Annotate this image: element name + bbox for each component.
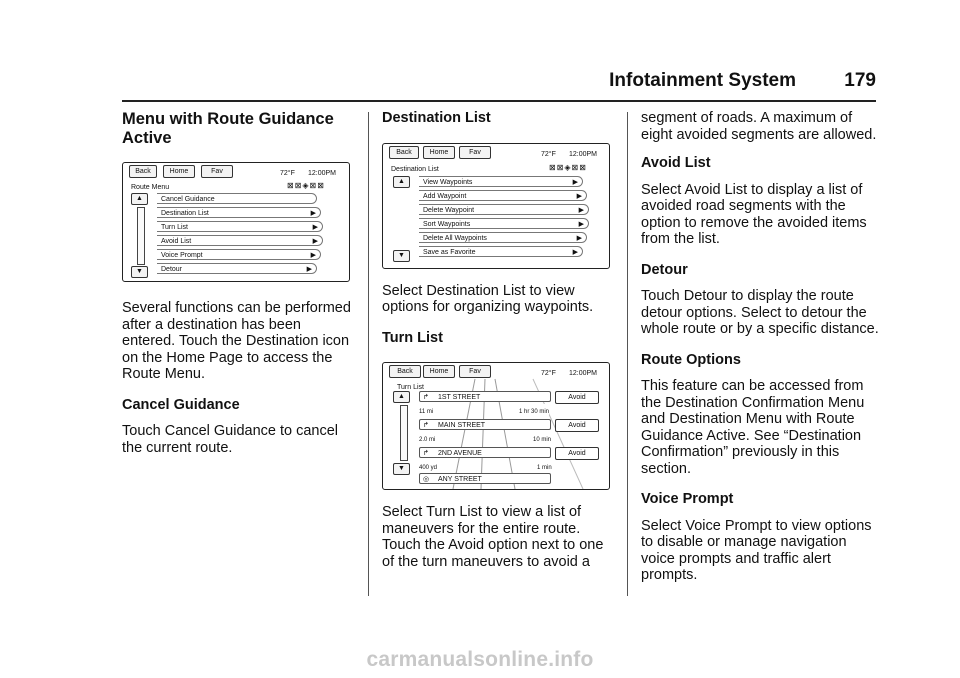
section-title: Infotainment System (609, 70, 796, 91)
menu-item-label: Destination List (161, 210, 209, 217)
back-button[interactable]: Back (389, 146, 419, 159)
route-menu-screenshot (122, 162, 350, 282)
clock: 12:00PM (308, 170, 337, 177)
street-name: 2ND AVENUE (438, 450, 482, 457)
fav-button[interactable]: Fav (201, 165, 233, 178)
back-button[interactable]: Back (389, 365, 421, 378)
avoid-button[interactable]: Avoid (555, 419, 599, 432)
turn-arrow-icon: ↱ (423, 422, 429, 429)
voice-prompt-heading: Voice Prompt (641, 491, 734, 507)
home-button[interactable]: Home (423, 365, 455, 378)
scroll-up-icon[interactable]: ▲ (393, 391, 410, 403)
chevron-right-icon: ▶ (578, 220, 584, 228)
menu-item-voice-prompt[interactable] (157, 249, 321, 260)
menu-item-delete-all-waypoints[interactable] (419, 232, 587, 243)
temperature: 72°F (280, 170, 295, 177)
turn-item-any-street[interactable] (419, 473, 551, 484)
route-options-text: This feature can be accessed from the Destination Confirmation Menu and Destination Menu with Route Guidance Active. See “Destination Confirmation” previously in this section. (641, 378, 865, 477)
chevron-right-icon: ▶ (576, 192, 582, 200)
scroll-down-icon[interactable]: ▼ (393, 463, 410, 475)
destination-pin-icon: ◎ (423, 476, 430, 483)
turn-item-1st-street[interactable] (419, 391, 551, 402)
clock: 12:00PM (569, 150, 598, 158)
page-header (122, 70, 876, 94)
menu-item-add-waypoint[interactable] (419, 190, 587, 201)
avoid-button[interactable]: Avoid (555, 447, 599, 460)
street-name: ANY STREET (438, 476, 482, 483)
menu-item-view-waypoints[interactable] (419, 176, 583, 187)
turn-time: 10 min (533, 432, 551, 449)
turn-distance: 2.0 mi (419, 432, 435, 449)
home-button[interactable]: Home (423, 146, 455, 159)
turn-distance: 400 yd (419, 460, 437, 477)
menu-title: Destination List (391, 165, 439, 173)
menu-item-label: Delete Waypoint (423, 206, 475, 214)
header-rule (122, 100, 876, 102)
chevron-right-icon: ▶ (306, 266, 312, 273)
cancel-guidance-text: Touch Cancel Guidance to cancel the current route. (122, 423, 339, 456)
intro-paragraph: Several functions can be performed after a destination has been entered. Touch the Destination icon on the Home Page to access the Route Menu. (122, 300, 351, 382)
page-number: 179 (844, 70, 876, 91)
scroll-up-icon[interactable]: ▲ (131, 193, 148, 205)
temperature: 72°F (541, 370, 556, 377)
menu-title: Turn List (397, 380, 424, 397)
menu-item-sort-waypoints[interactable] (419, 218, 589, 229)
avoid-continued-text: segment of roads. A maximum of eight avoided segments are allowed. (641, 110, 877, 143)
detour-heading: Detour (641, 261, 688, 278)
street-name: MAIN STREET (438, 422, 486, 429)
menu-title: Route Menu (131, 184, 170, 191)
watermark: carmanualsonline.info (366, 648, 594, 671)
chevron-right-icon: ▶ (576, 234, 582, 242)
column-3 (641, 110, 879, 598)
chevron-right-icon: ▶ (312, 224, 318, 231)
chevron-right-icon: ▶ (572, 178, 578, 186)
destination-list-screenshot (382, 143, 610, 269)
turn-list-text: Select Turn List to view a list of maneuvers for the entire route. Touch the Avoid option next to one of the turn maneuvers to avoid a (382, 504, 604, 570)
menu-item-label: Delete All Waypoints (423, 234, 487, 242)
turn-distance: 11 mi (419, 404, 433, 421)
chevron-right-icon: ▶ (572, 248, 578, 256)
turn-list-heading: Turn List (382, 329, 443, 346)
turn-time: 1 hr 30 min (519, 404, 549, 421)
scroll-down-icon[interactable]: ▼ (393, 250, 410, 262)
menu-item-label: Voice Prompt (161, 252, 203, 259)
status-icons: ⊠⊠◈⊠⊠ (287, 181, 325, 190)
menu-item-label: Cancel Guidance (161, 196, 215, 203)
scrollbar[interactable] (400, 405, 408, 461)
menu-route-heading: Menu with Route Guidance Active (122, 110, 334, 147)
temperature: 72°F (541, 150, 556, 158)
chevron-right-icon: ▶ (310, 210, 316, 217)
menu-item-label: Turn List (161, 224, 188, 231)
turn-item-main-street[interactable] (419, 419, 551, 430)
chevron-right-icon: ▶ (578, 206, 584, 214)
turn-item-2nd-avenue[interactable] (419, 447, 551, 458)
status-icons: ⊠⊠◈⊠⊠ (549, 162, 587, 172)
menu-item-label: Avoid List (161, 238, 192, 245)
scroll-down-icon[interactable]: ▼ (131, 266, 148, 278)
column-1 (122, 110, 356, 470)
avoid-list-heading: Avoid List (641, 155, 711, 171)
menu-item-label: View Waypoints (423, 178, 473, 186)
menu-item-label: Sort Waypoints (423, 220, 471, 228)
column-divider-2 (627, 112, 628, 596)
destination-list-heading: Destination List (382, 110, 491, 126)
cancel-guidance-heading: Cancel Guidance (122, 396, 240, 413)
menu-item-label: Detour (161, 266, 183, 273)
menu-item-detour[interactable] (157, 263, 317, 274)
menu-item-cancel-guidance[interactable] (157, 193, 317, 204)
menu-item-save-as-favorite[interactable] (419, 246, 583, 257)
destination-list-text: Select Destination List to view options for organizing waypoints. (382, 282, 594, 315)
back-button[interactable]: Back (129, 165, 157, 178)
menu-item-label: Add Waypoint (423, 192, 467, 200)
menu-item-turn-list[interactable] (157, 221, 323, 232)
detour-text: Touch Detour to display the route detour options. Select to detour the whole route or by a specific distance. (641, 288, 879, 337)
fav-button[interactable]: Fav (459, 146, 491, 159)
menu-item-avoid-list[interactable] (157, 235, 323, 246)
turn-arrow-icon: ↱ (423, 450, 429, 457)
turn-time: 1 min (537, 460, 552, 477)
turn-arrow-icon: ↱ (423, 394, 429, 401)
route-options-heading: Route Options (641, 351, 741, 368)
column-2 (382, 110, 618, 584)
avoid-button[interactable]: Avoid (555, 391, 599, 404)
avoid-list-text: Select Avoid List to display a list of avoided road segments with the option to remove the avoided items from the list. (641, 181, 867, 247)
street-name: 1ST STREET (438, 394, 481, 401)
chevron-right-icon: ▶ (312, 238, 318, 245)
menu-item-label: Save as Favorite (423, 248, 476, 256)
scroll-up-icon[interactable]: ▲ (393, 176, 410, 188)
scrollbar[interactable] (137, 207, 145, 265)
chevron-right-icon: ▶ (310, 252, 316, 259)
menu-item-delete-waypoint[interactable] (419, 204, 589, 215)
turn-list-screenshot (382, 362, 610, 490)
home-button[interactable]: Home (163, 165, 195, 178)
column-divider-1 (368, 112, 369, 596)
clock: 12:00PM (569, 370, 598, 377)
menu-item-destination-list[interactable] (157, 207, 321, 218)
voice-prompt-text: Select Voice Prompt to view options to disable or manage navigation voice prompts and traffic alert prompts. (641, 517, 872, 583)
fav-button[interactable]: Fav (459, 365, 491, 378)
